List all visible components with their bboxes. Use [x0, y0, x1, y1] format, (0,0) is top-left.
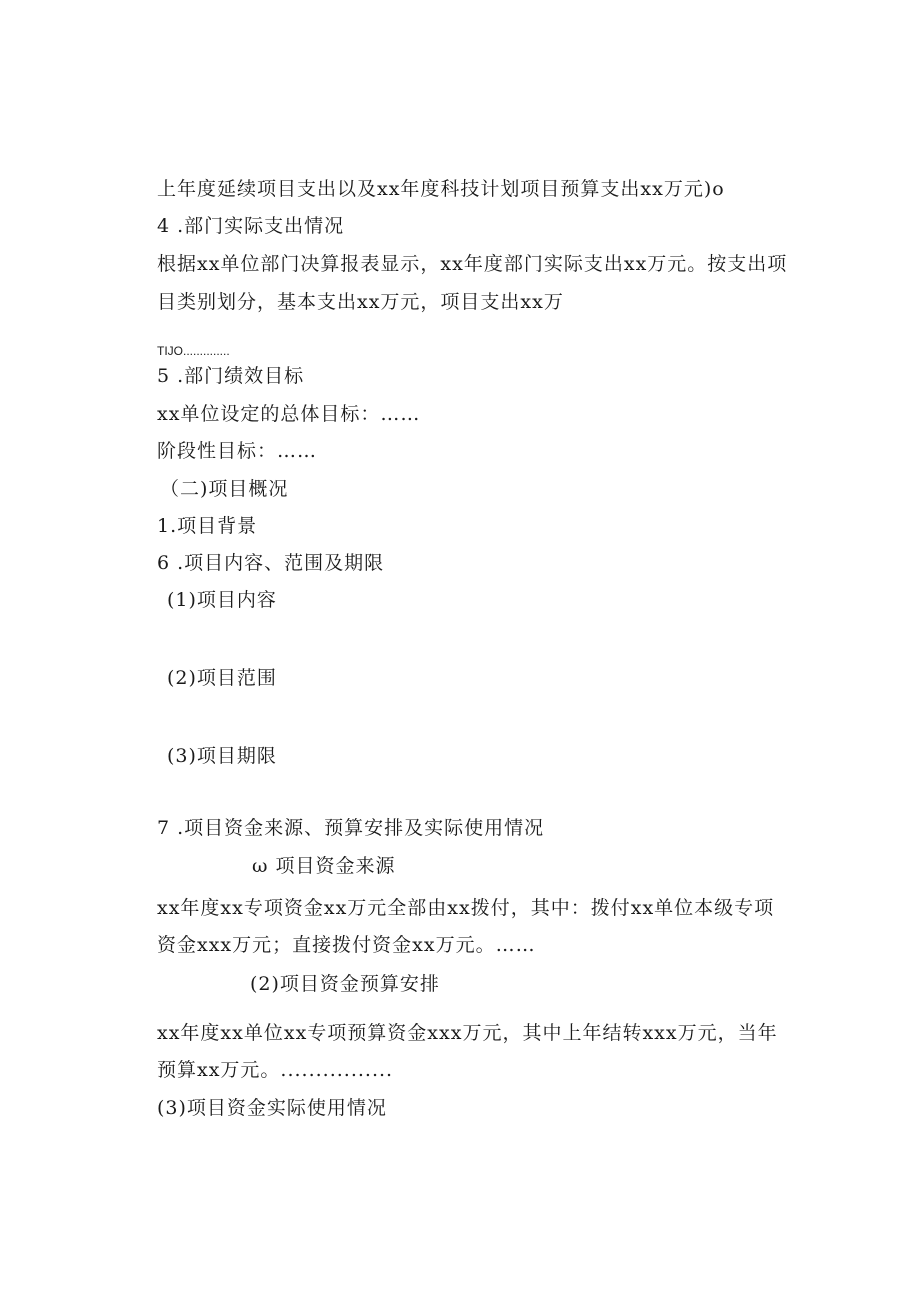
- paragraph-line: 资金xxx万元；直接拨付资金xx万元。……: [157, 934, 536, 956]
- sub-heading: (3)项目期限: [167, 745, 277, 767]
- paragraph-line: xx年度xx单位xx专项预算资金xxx万元，其中上年结转xxx万元，当年: [157, 1022, 778, 1044]
- sub-heading: (3)项目资金实际使用情况: [157, 1097, 387, 1119]
- section-heading: 4 .部门实际支出情况: [157, 215, 345, 237]
- sub-heading: (2)项目资金预算安排: [250, 973, 440, 995]
- paragraph-line: TIJO..............: [157, 344, 230, 358]
- sub-heading: ω 项目资金来源: [252, 855, 396, 877]
- paragraph-line: 根据xx单位部门决算报表显示，xx年度部门实际支出xx万元。按支出项: [157, 253, 788, 275]
- section-heading: 6 .项目内容、范围及期限: [157, 552, 385, 574]
- section-heading: （二)项目概况: [160, 478, 289, 500]
- paragraph-line: xx年度xx专项资金xx万元全部由xx拨付，其中：拨付xx单位本级专项: [157, 897, 775, 919]
- paragraph-line: 目类别划分，基本支出xx万元，项目支出xx万: [157, 291, 564, 313]
- paragraph-line: 预算xx万元。................: [157, 1059, 394, 1081]
- paragraph-line: 阶段性目标：……: [157, 440, 318, 462]
- section-heading: 5 .部门绩效目标: [157, 365, 305, 387]
- section-heading: 1.项目背景: [157, 515, 258, 537]
- paragraph-line: 上年度延续项目支出以及xx年度科技计划项目预算支出xx万元)o: [157, 178, 725, 200]
- section-heading: 7 .项目资金来源、预算安排及实际使用情况: [157, 817, 545, 839]
- paragraph-line: xx单位设定的总体目标：……: [157, 403, 421, 425]
- sub-heading: (2)项目范围: [167, 667, 277, 689]
- sub-heading: (1)项目内容: [167, 589, 277, 611]
